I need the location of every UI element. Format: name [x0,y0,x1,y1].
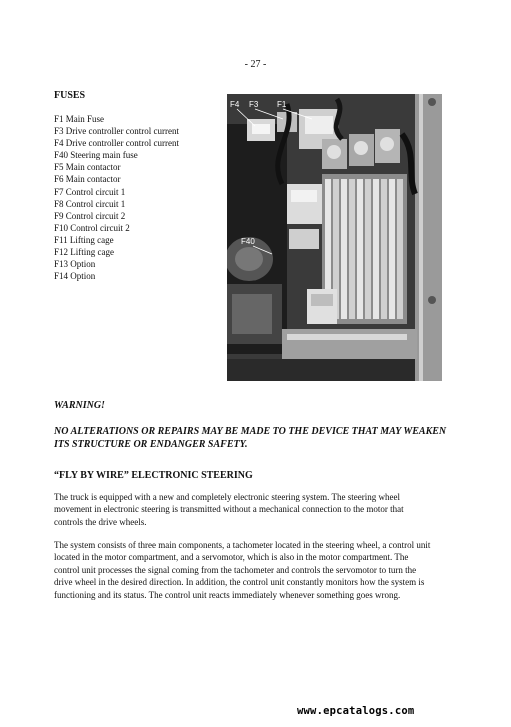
fuse-item: F3 Drive controller control current [54,126,179,137]
warning-title: WARNING! [54,400,105,411]
label-f3: F3 [249,100,259,109]
label-f4: F4 [230,100,240,109]
fuse-item: F1 Main Fuse [54,114,105,124]
fuse-item: F7 Control circuit 1 [54,186,126,197]
steering-heading: “FLY BY WIRE” ELECTRONIC STEERING [54,470,253,481]
fuse-item: F11 Lifting cage [54,234,114,245]
fuse-panel-photo [227,94,442,381]
steering-paragraph-1: The truck is equipped with a new and completely electronic steering system. The steering wheel movement in electronic steering is transmitted without a mechanical connection to the motor that controls the drive wheels. [54,492,404,527]
footer-url: www.epcatalogs.com [297,705,415,717]
warning-text: NO ALTERATIONS OR REPAIRS MAY BE MADE TO THE DEVICE THAT MAY WEAKEN ITS STRUCTURE OR ENDANGER SAFETY. [54,426,447,450]
steering-paragraph-2: The system consists of three main components, a tachometer located in the steering wheel, a control unit located in the motor compartment, and a servomotor, which is also in the motor compartment. The control unit processes the signal coming from the tachometer and controls the servomotor to turn the drive wheel in the desired direction. In addition, the control unit constantly monitors how the system is functioning and its status. The control unit reacts immediately whenever something goes wrong. [54,540,431,600]
fuse-item: F6 Main contactor [54,174,121,185]
fuse-item: F13 Option [54,259,96,270]
bottom-rail [282,329,417,359]
screw [428,98,436,106]
fuse-list [54,113,224,282]
fuses-title: FUSES [54,90,86,101]
label-f40: F40 [241,237,255,246]
fuse-item: F9 Control circuit 2 [54,210,126,221]
screw [428,296,436,304]
page-number: - 27 - [244,59,267,70]
fuses-section [54,90,224,282]
fuse-item: F4 Drive controller control current [54,138,179,149]
fuse-item: F40 Steering main fuse [54,150,138,161]
fuse-item: F14 Option [54,271,96,282]
fuse-item: F8 Control circuit 1 [54,198,126,209]
fuse-item: F5 Main contactor [54,162,121,173]
fuse-item: F12 Lifting cage [54,247,114,258]
fuse-item: F10 Control circuit 2 [54,222,130,233]
label-f1: F1 [277,100,287,109]
